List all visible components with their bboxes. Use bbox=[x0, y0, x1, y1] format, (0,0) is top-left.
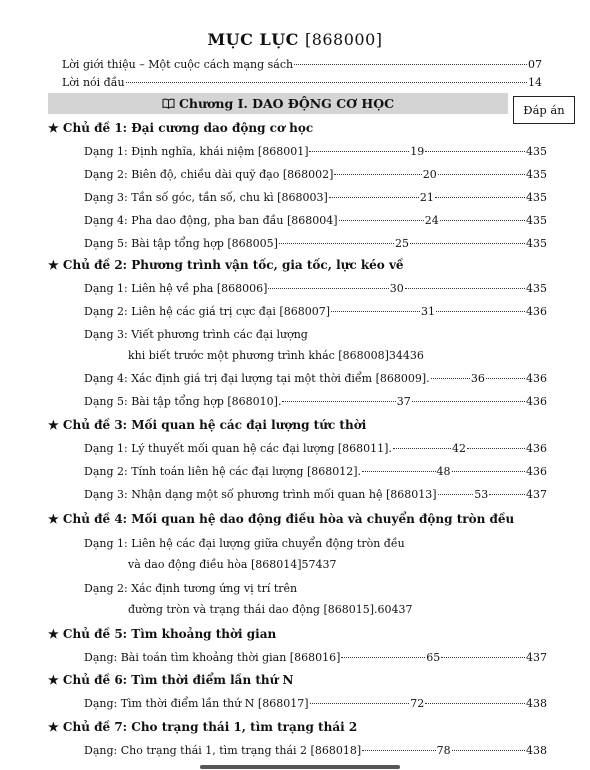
item-text: Dạng 4: Pha dao động, pha ban đầu [868004] bbox=[84, 214, 338, 227]
dot-leader bbox=[393, 448, 451, 449]
answer-page-number: 436 bbox=[526, 395, 547, 408]
answer-page-number: 436 bbox=[526, 442, 548, 455]
page-number: 20 bbox=[422, 168, 437, 181]
dot-leader bbox=[452, 471, 525, 472]
page-number: 14 bbox=[528, 76, 542, 89]
dot-leader bbox=[279, 243, 394, 244]
answer-page-number: 436 bbox=[402, 349, 424, 362]
page-number: 42 bbox=[451, 442, 466, 455]
page-number: 24 bbox=[424, 214, 439, 227]
page-title bbox=[0, 30, 590, 49]
dot-leader bbox=[268, 288, 388, 289]
item-text: Dạng 3: Nhận dạng một số phương trình mối quan hệ [868013] bbox=[84, 488, 437, 501]
item-text: Dạng 1: Định nghĩa, khái niệm [868001] bbox=[84, 145, 309, 158]
dot-leader bbox=[486, 378, 525, 379]
dot-leader bbox=[425, 703, 525, 704]
toc-item[interactable] bbox=[84, 372, 547, 390]
toc-item[interactable] bbox=[84, 697, 547, 715]
intro-text: Lời giới thiệu – Một cuộc cách mạng sách bbox=[62, 58, 294, 71]
answer-page-number: 436 bbox=[526, 372, 547, 385]
dot-leader bbox=[431, 378, 470, 379]
answer-page-number: 436 bbox=[526, 305, 548, 318]
topic-heading[interactable]: ★ Chủ đề 2: Phương trình vận tốc, gia tốc, lực kéo về bbox=[48, 258, 404, 272]
item-text: Dạng 1: Liên hệ về pha [868006] bbox=[84, 282, 268, 295]
answer-page-number: 438 bbox=[526, 744, 548, 757]
page-number: 60 bbox=[377, 603, 392, 616]
toc-item-line[interactable]: Dạng 1: Liên hệ các đại lượng giữa chuyển động tròn đều bbox=[84, 537, 405, 550]
answer-page-number: 438 bbox=[526, 697, 548, 710]
intro-text: Lời nói đầu bbox=[62, 76, 125, 89]
answer-page-number: 435 bbox=[526, 214, 548, 227]
dot-leader bbox=[438, 494, 474, 495]
dot-leader bbox=[425, 151, 525, 152]
dot-leader bbox=[294, 64, 527, 65]
toc-item[interactable] bbox=[84, 282, 547, 300]
toc-item-line[interactable]: Dạng 3: Viết phương trình các đại lượng bbox=[84, 328, 308, 341]
answer-page-number: 435 bbox=[526, 145, 548, 158]
scrollbar-thumb[interactable] bbox=[200, 765, 400, 769]
topic-heading[interactable]: ★ Chủ đề 3: Mối quan hệ các đại lượng tức thời bbox=[48, 418, 367, 432]
item-text: Dạng 2: Biên độ, chiều dài quỹ đạo [868002] bbox=[84, 168, 334, 181]
page-number: 72 bbox=[410, 697, 425, 710]
toc-item[interactable] bbox=[128, 603, 547, 621]
dot-leader bbox=[410, 243, 525, 244]
item-text: và dao động điều hòa [868014] bbox=[128, 558, 302, 571]
dot-leader bbox=[282, 401, 395, 402]
dot-leader bbox=[436, 311, 525, 312]
title-code: [868000] bbox=[304, 30, 383, 49]
toc-item[interactable] bbox=[84, 651, 547, 669]
toc-intro-row[interactable] bbox=[62, 58, 542, 76]
toc-item[interactable] bbox=[84, 237, 547, 255]
answer-page-number: 436 bbox=[526, 465, 547, 478]
item-text: Dạng 5: Bài tập tổng hợp [868010]. bbox=[84, 395, 282, 408]
page-number: 30 bbox=[389, 282, 404, 295]
item-text: Dạng 5: Bài tập tổng hợp [868005] bbox=[84, 237, 278, 250]
toc-item[interactable] bbox=[128, 349, 547, 367]
dot-leader bbox=[329, 197, 419, 198]
toc-item[interactable] bbox=[84, 305, 547, 323]
dot-leader bbox=[440, 220, 525, 221]
dot-leader bbox=[435, 197, 525, 198]
topic-heading[interactable]: ★ Chủ đề 7: Cho trạng thái 1, tìm trạng thái 2 bbox=[48, 720, 358, 734]
dot-leader bbox=[309, 151, 409, 152]
dot-leader bbox=[452, 750, 525, 751]
page-number: 65 bbox=[426, 651, 441, 664]
toc-item-line[interactable]: Dạng 2: Xác định tương ứng vị trí trên bbox=[84, 582, 298, 595]
book-icon bbox=[162, 98, 175, 109]
chapter-title: Chương I. DAO ĐỘNG CƠ HỌC bbox=[178, 96, 395, 111]
dot-leader bbox=[467, 448, 525, 449]
toc-item[interactable] bbox=[84, 168, 547, 186]
page-number: 48 bbox=[436, 465, 451, 478]
answer-page-number: 437 bbox=[526, 651, 548, 664]
item-text: Dạng 3: Tần số góc, tần số, chu kì [868003] bbox=[84, 191, 328, 204]
page-number: 36 bbox=[470, 372, 485, 385]
dot-leader bbox=[441, 657, 525, 658]
topic-heading[interactable]: ★ Chủ đề 6: Tìm thời điểm lần thứ N bbox=[48, 673, 294, 687]
answer-page-number: 435 bbox=[526, 191, 547, 204]
dot-leader bbox=[126, 82, 527, 83]
answer-page-number: 437 bbox=[391, 603, 413, 616]
topic-heading[interactable]: ★ Chủ đề 5: Tìm khoảng thời gian bbox=[48, 627, 277, 641]
dot-leader bbox=[405, 288, 525, 289]
topic-heading[interactable]: ★ Chủ đề 1: Đại cương dao động cơ học bbox=[48, 121, 314, 135]
page-number: 53 bbox=[474, 488, 489, 501]
dot-leader bbox=[310, 703, 410, 704]
dot-leader bbox=[412, 401, 525, 402]
toc-item[interactable] bbox=[128, 558, 547, 576]
item-text: Dạng: Tìm thời điểm lần thứ N [868017] bbox=[84, 697, 309, 710]
item-text: Dạng: Cho trạng thái 1, tìm trạng thái 2 [868018] bbox=[84, 744, 362, 757]
page-number: 19 bbox=[410, 145, 425, 158]
toc-intro-row[interactable] bbox=[62, 76, 542, 94]
page-number: 25 bbox=[394, 237, 409, 250]
item-text: khi biết trước một phương trình khác [868008] bbox=[128, 349, 389, 362]
toc-item[interactable] bbox=[84, 191, 547, 209]
item-text: Dạng 2: Tính toán liên hệ các đại lượng [868012]. bbox=[84, 465, 362, 478]
item-text: đường tròn và trạng thái dao động [868015]. bbox=[128, 603, 378, 616]
answer-page-number: 435 bbox=[526, 168, 548, 181]
dot-leader bbox=[362, 471, 435, 472]
page-number: 07 bbox=[528, 58, 542, 71]
toc-item[interactable] bbox=[84, 744, 547, 762]
dot-leader bbox=[362, 750, 435, 751]
answer-page-number: 435 bbox=[526, 237, 547, 250]
dot-leader bbox=[341, 657, 425, 658]
toc-item[interactable] bbox=[84, 214, 547, 232]
topic-heading[interactable]: ★ Chủ đề 4: Mối quan hệ dao động điều hòa và chuyển động tròn đều bbox=[48, 512, 515, 526]
item-text: Dạng 2: Liên hệ các giá trị cực đại [868007] bbox=[84, 305, 330, 318]
answer-page-number: 435 bbox=[526, 282, 548, 295]
item-text: Dạng 1: Lý thuyết mối quan hệ các đại lượng [868011]. bbox=[84, 442, 392, 455]
toc-item[interactable] bbox=[84, 395, 547, 413]
answer-page-number: 437 bbox=[526, 488, 548, 501]
toc-item[interactable] bbox=[84, 488, 547, 506]
toc-item[interactable] bbox=[84, 442, 547, 460]
dot-leader bbox=[489, 494, 525, 495]
item-text: Dạng 4: Xác định giá trị đại lượng tại một thời điểm [868009]. bbox=[84, 372, 430, 385]
page-number: 78 bbox=[436, 744, 451, 757]
dot-leader bbox=[339, 220, 424, 221]
item-text: Dạng: Bài toán tìm khoảng thời gian [868016] bbox=[84, 651, 341, 664]
toc-item[interactable] bbox=[84, 145, 547, 163]
answer-page-number: 437 bbox=[315, 558, 337, 571]
toc-item[interactable] bbox=[84, 465, 547, 483]
chapter-header[interactable] bbox=[48, 93, 508, 114]
answer-column-label: Đáp án bbox=[513, 96, 575, 124]
page-number: 34 bbox=[388, 349, 403, 362]
dot-leader bbox=[438, 174, 525, 175]
title-text: MỤC LỤC bbox=[207, 30, 299, 49]
page-number: 31 bbox=[421, 305, 435, 318]
page-number: 37 bbox=[396, 395, 411, 408]
page-number: 57 bbox=[301, 558, 316, 571]
dot-leader bbox=[334, 174, 421, 175]
page-number: 21 bbox=[419, 191, 434, 204]
dot-leader bbox=[331, 311, 420, 312]
